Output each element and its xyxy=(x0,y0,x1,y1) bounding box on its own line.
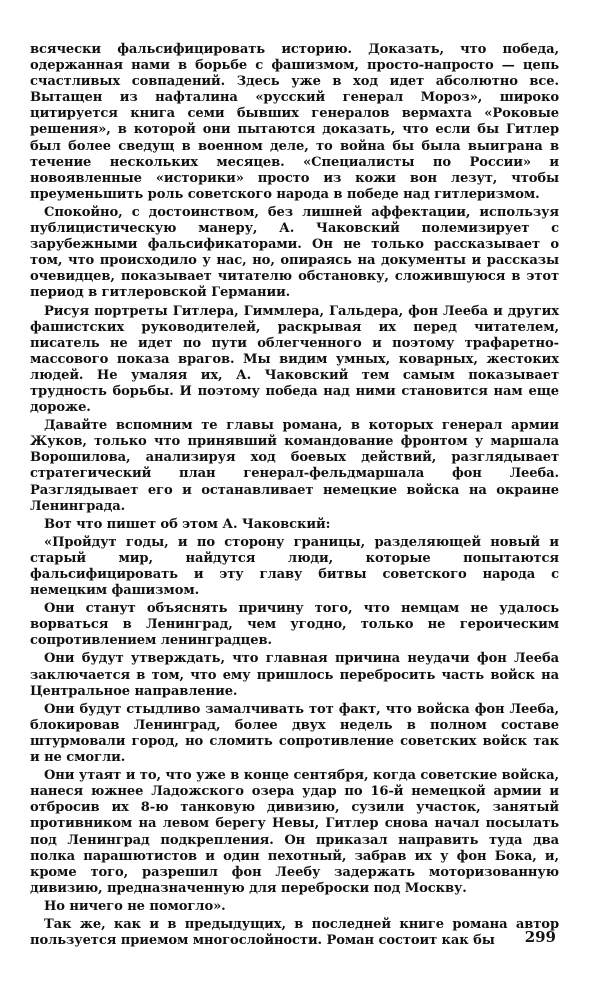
paragraph-final: Так же, как и в предыдущих, в последней книге романа автор пользуется приемом многослойности. Роман состоит как бы xyxy=(30,916,559,949)
paragraph-2: Спокойно, с достоинством, без лишней аффектации, используя публицистическую манеру, А. Чаковский полемизирует с зарубежными фальсификаторами. Он не только рассказывает о том, что происходило у нас, но, опираясь на документы и рассказы очевидцев, показывает читателю обстановку, сложившуюся в этот период в гитлеровской Германии. xyxy=(30,204,559,301)
paragraph-5: Вот что пишет об этом А. Чаковский: xyxy=(44,516,331,532)
page-number: 299 xyxy=(524,928,556,946)
paragraph-1: всячески фальсифицировать историю. Доказать, что победа, одержанная нами в борьбе с фашизмом, просто-напросто — цепь счастливых совпадений. Здесь уже в ход идет абсолютно все. Вытащен из нафталина «русский генерал Мороз», широко цитируется книга семи бывших генералов вермахта «Роковые решения», в которой они пытаются доказать, что если бы Гитлер был более сведущ в военном деле, то война бы была выиграна в течение нескольких месяцев. «Специалисты по России» и новоявленные «историки» просто из кожи вон лезут, чтобы преуменьшить роль советского народа в победе над гитлеризмом. xyxy=(30,42,559,202)
paragraph-3: Рисуя портреты Гитлера, Гиммлера, Гальдера, фон Лееба и других фашистских руководителей, раскрывая их перед читателем, писатель не идет по пути облегченного и поэтому трафаретно-массового показа врагов. Мы видим умных, коварных, жестоких людей. Не умаляя их, А. Чаковский тем самым показывает трудность борьбы. И поэтому победа над ними становится нам еще дороже. xyxy=(30,303,559,416)
quote-paragraph-6: Но ничего не помогло». xyxy=(44,898,226,914)
quote-paragraph-5: Они утаят и то, что уже в конце сентября, когда советские войска, нанеся южнее Ладожского озера удар по 16-й немецкой армии и отбросив их 8-ю танковую дивизию, сузили участок, занятый противником на левом берегу Невы, Гитлер снова начал посылать под Ленинград подкрепления. Он приказал направить туда два полка парашютистов и один пехотный, забрав их у фон Бока, и, кроме того, разрешил фон Леебу задержать моторизованную дивизию, предназначенную для переброски под Москву. xyxy=(30,768,559,896)
quote-paragraph-4: Они будут стыдливо замалчивать тот факт, что войска фон Лееба, блокировав Ленинград, более двух недель в полном составе штурмовали город, но сломить сопротивление советских войск так и не смогли. xyxy=(30,701,559,766)
quote-paragraph-3: Они будут утверждать, что главная причина неудачи фон Лееба заключается в том, что ему пришлось перебросить часть войск на Центральное направление. xyxy=(30,651,559,699)
book-page-text xyxy=(30,42,559,949)
quote-paragraph-1: «Пройдут годы, и по сторону границы, разделяющей новый и старый мир, найдутся люди, которые попытаются фальсифицировать и эту главу битвы советского народа с немецким фашизмом. xyxy=(30,534,559,599)
quote-paragraph-2: Они станут объяснять причину того, что немцам не удалось ворваться в Ленинград, чем угодно, только не героическим сопротивлением ленинградцев. xyxy=(30,601,559,649)
paragraph-4: Давайте вспомним те главы романа, в которых генерал армии Жуков, только что принявший командование фронтом у маршала Ворошилова, анализируя ход боевых действий, разглядывает стратегический план генерал-фельдмаршала фон Лееба. Разглядывает его и останавливает немецкие войска на окраине Ленинграда. xyxy=(30,418,559,514)
